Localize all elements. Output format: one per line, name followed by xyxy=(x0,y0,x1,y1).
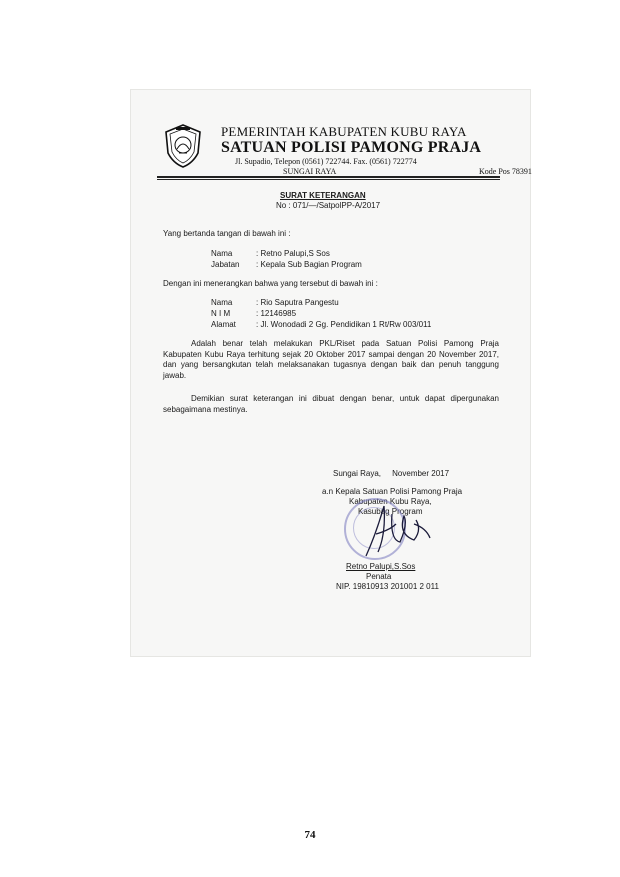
intro-text: Yang bertanda tangan di bawah ini : xyxy=(163,229,291,238)
place-date: Sungai Raya, November 2017 xyxy=(333,469,450,478)
body-paragraph-1: Adalah benar telah melakukan PKL/Riset pada Satuan Polisi Pamong Praja Kabupaten Kubu Raya terhitung sejak 20 Oktober 2017 sampai dengan 20 November 2017, dan yang bersangkutan telah melaksanakan tugasnya dengan baik dan penuh tanggung jawab. xyxy=(163,339,499,380)
handwritten-signature xyxy=(356,494,436,564)
signatory-nip: NIP. 19810913 201001 2 011 xyxy=(336,582,439,591)
signer-position-value: : Kepala Sub Bagian Program xyxy=(256,260,362,269)
letterhead xyxy=(221,124,532,177)
scanned-letter xyxy=(131,90,530,656)
letterhead-government: PEMERINTAH KABUPATEN KUBU RAYA xyxy=(221,124,467,139)
signer-name-label: Nama xyxy=(211,249,233,258)
student-address-label: Alamat xyxy=(211,320,236,329)
letterhead-divider xyxy=(157,176,500,178)
letter-number: No : 071/—/SatpolPP-A/2017 xyxy=(276,201,381,210)
letterhead-address: Jl. Supadio, Telepon (0561) 722744. Fax. (0561) 722774 xyxy=(235,157,417,166)
signer-position-label: Jabatan xyxy=(211,260,240,269)
page-number: 74 xyxy=(304,829,316,841)
student-nim-value: : 12146985 xyxy=(256,309,297,318)
letterhead-agency: SATUAN POLISI PAMONG PRAJA xyxy=(221,139,482,156)
student-nim-label: N I M xyxy=(211,309,231,318)
intro2-text: Dengan ini menerangkan bahwa yang tersebut di bawah ini : xyxy=(163,279,378,288)
letterhead-city: SUNGAI RAYA xyxy=(283,167,337,176)
signatory-rank: Penata xyxy=(366,572,392,581)
kubu-raya-emblem-icon xyxy=(163,123,203,169)
student-address-value: : Jl. Wonodadi 2 Gg. Pendidikan 1 Rt/Rw 003/011 xyxy=(256,320,432,329)
body-paragraph-2: Demikian surat keterangan ini dibuat dengan benar, untuk dapat dipergunakan sebagaimana mestinya. xyxy=(163,394,499,414)
signatory-line-1: a.n Kepala Satuan Polisi Pamong Praja xyxy=(322,487,463,496)
letterhead-divider-thin xyxy=(157,179,500,180)
letter-title: SURAT KETERANGAN xyxy=(280,191,366,200)
signatory-name: Retno Palupi,S.Sos xyxy=(346,562,416,571)
letterhead-postcode: Kode Pos 78391 xyxy=(479,167,532,176)
student-name-label: Nama xyxy=(211,298,233,307)
signatory-line-2: Kabupaten Kubu Raya, xyxy=(349,497,432,506)
student-name-value: : Rio Saputra Pangestu xyxy=(256,298,339,307)
signatory-line-3: Kasubag Program xyxy=(358,507,423,516)
signer-name-value: : Retno Palupi,S Sos xyxy=(256,249,330,258)
